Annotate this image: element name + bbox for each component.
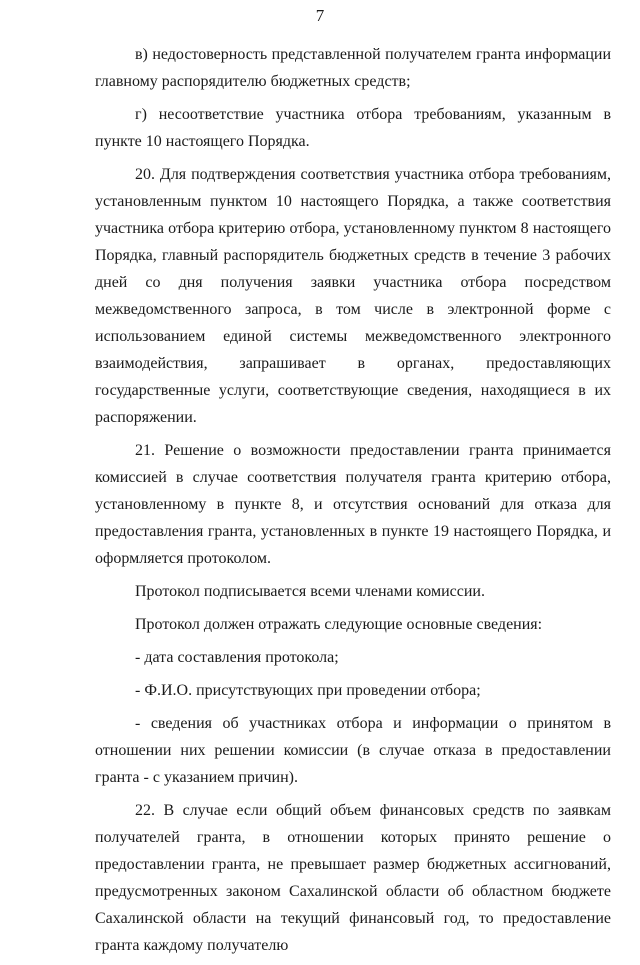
list-item-date: - дата составления протокола; xyxy=(135,649,339,666)
paragraph-item-v: в) недостоверность представленной получателем гранта информации главному распорядителю бюджетных средств; xyxy=(95,46,611,90)
list-item-participants: - сведения об участниках отбора и информации о принятом в отношении них решении комиссии (в случае отказа в предоставлении гранта - с указанием причин). xyxy=(95,715,611,786)
paragraph-21: 21. Решение о возможности предоставлении гранта принимается комиссией в случае соответствия получателя гранта критерию отбора, установленному в пункте 8, и отсутствия оснований для отказа для предоставления гранта, установленных в пункте 19 настоящего Порядка, и оформляется протоколом. xyxy=(95,442,611,567)
paragraph-22: 22. В случае если общий объем финансовых средств по заявкам получателей гранта, в отношении которых принято решение о предоставлении гранта, не превышает размер бюджетных ассигнований, предусмотренных законом Сахалинской области об областном бюджете Сахалинской области на текущий финансовый год, то предоставление гранта каждому получателю xyxy=(95,802,611,954)
paragraph-item-g: г) несоответствие участника отбора требованиям, указанным в пункте 10 настоящего Порядка. xyxy=(95,106,611,150)
paragraph-20: 20. Для подтверждения соответствия участника отбора требованиям, установленным пунктом 10 настоящего Порядка, а также соответствия участника отбора критерию отбора, установленному пунктом 8 настоящего Порядка, главный распорядитель бюджетных средств в течение 3 рабочих дней со дня получения заявки участника отбора посредством межведомственного запроса, в том числе в электронной форме с использованием единой системы межведомственного электронного взаимодействия, запрашивает в органах, предоставляющих государственные услуги, соответствующие сведения, находящиеся в их распоряжении. xyxy=(95,166,611,426)
paragraph-protocol-signed: Протокол подписывается всеми членами комиссии. xyxy=(135,583,485,600)
paragraph-protocol-contents: Протокол должен отражать следующие основные сведения: xyxy=(135,616,543,633)
document-body xyxy=(95,41,611,965)
list-item-attendees: - Ф.И.О. присутствующих при проведении отбора; xyxy=(135,682,481,699)
page-number: 7 xyxy=(315,6,325,25)
